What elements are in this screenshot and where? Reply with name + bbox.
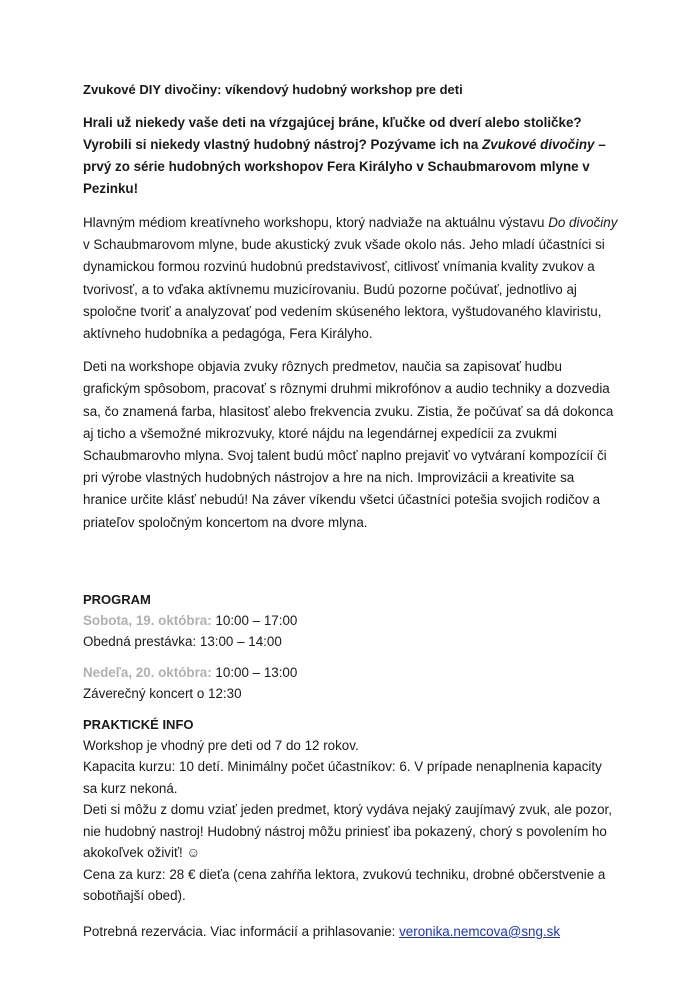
body-paragraph-2: Deti na workshope objavia zvuky rôznych predmetov, naučia sa zapisovať hudbu grafickým spôsobom, pracovať s rôznymi druhmi mikrofónov a audio techniky a dozvedia sa, čo znamená farba, hlasitosť alebo frekvencia zvuku. Zistia, že počúvať sa dá dokonca aj ticho a všemožné mikrozvuky, ktoré nájdu na legendárnej expedícii za zvukmi Schaubmarovho mlyna. Svoj talent budú môcť naplno prejaviť vo vytváraní kompozícií či pri výrobe vlastných hudobných nástrojov a hre na nich. Improvizácii a kreativite sa hranice určite klásť nebudú! Na záver víkendu všetci účastníci potešia svojich rodičov a priateľov spoločným koncertom na dvore mlyna. <box>83 359 614 530</box>
reservation-line <box>83 921 618 942</box>
gap <box>83 653 618 662</box>
saturday-time: 10:00 – 17:00 <box>211 612 298 628</box>
info-items: Deti si môžu z domu vziať jeden predmet, ktorý vydáva nejaký zaujímavý zvuk, ale pozor, nie hudobný nastroj! Hudobný nástroj môžu priniesť iba pokazený, chorý s povolením ho akokoľvek oživiť! ☺ <box>83 802 612 861</box>
para1-text-1: Hlavným médiom kreatívneho workshopu, ktorý nadviaže na aktuálnu výstavu <box>83 215 549 230</box>
email-link[interactable]: veronika.nemcova@sng.sk <box>399 923 561 939</box>
saturday-line <box>83 610 618 632</box>
para1-text-2: v Schaubmarovom mlyne, bude akustický zvuk všade okolo nás. Jeho mladí účastníci si dynamickou formou rozvinú hudobnú predstavivosť, citlivosť vnímania kvality zvukov a tvorivosť, a to vďaka aktívnemu muzicírovaniu. Budú pozorne počúvať, jednotlivo aj spoločne tvoriť a analyzovať pod vedením skúseného lektora, vyštudovaného klaviristu, aktívneho hudobníka a pedagóga, Fera Királyho. <box>83 237 605 342</box>
lead-text-2: – prvý zo série hudobných workshopov Fera Királyho v Schaubmarovom mlyne v Pezinku! <box>83 137 606 196</box>
practical-info-heading: PRAKTICKÉ INFO <box>83 716 194 732</box>
lead-paragraph <box>83 112 618 200</box>
reservation-text: Potrebná rezervácia. Viac informácií a prihlasovanie: <box>83 923 400 939</box>
saturday-date: Sobota, 19. októbra: <box>83 612 212 628</box>
lead-text-1: Hrali už niekedy vaše deti na vŕzgajúcej bráne, kľučke od dverí alebo stoličke? Vyrobili si niekedy vlastný hudobný nástroj? Pozývame ich na <box>83 115 582 152</box>
sunday-line <box>83 662 618 684</box>
gap <box>83 705 618 715</box>
lunch-break: Obedná prestávka: 13:00 – 14:00 <box>83 634 282 650</box>
lead-workshop-name: Zvukové divočiny <box>482 137 595 152</box>
info-capacity: Kapacita kurzu: 10 detí. Minimálny počet účastníkov: 6. V prípade nenaplnenia kapacity sa kurz nekoná. <box>83 759 602 796</box>
exhibition-name: Do divočiny <box>548 215 618 230</box>
spacer <box>83 545 618 590</box>
document-title: Zvukové DIY divočiny: víkendový hudobný workshop pre deti <box>83 82 463 97</box>
sunday-time: 10:00 – 13:00 <box>211 664 298 680</box>
final-concert: Záverečný koncert o 12:30 <box>83 686 242 702</box>
document-content <box>83 81 618 955</box>
sunday-date: Nedeľa, 20. októbra: <box>83 664 212 680</box>
info-price: Cena za kurz: 28 € dieťa (cena zahŕňa lektora, zvukovú techniku, drobné občerstvenie a sobotňajší obed). <box>83 866 606 904</box>
info-age: Workshop je vhodný pre deti od 7 do 12 rokov. <box>83 737 359 753</box>
program-heading: PROGRAM <box>83 591 151 607</box>
body-paragraph-1 <box>83 212 618 345</box>
